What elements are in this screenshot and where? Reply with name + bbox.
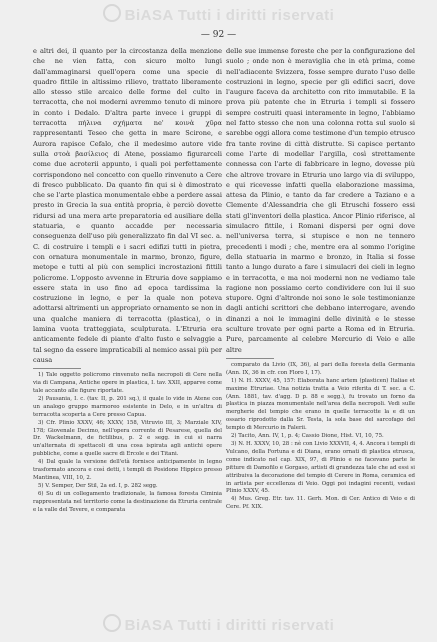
left-column — [33, 46, 222, 515]
page-number: — 92 — — [200, 30, 237, 40]
footnote: 3) N. H. XXXV, 10, 28 : nè con Livio XXXVII, 4, 4. Ancora i templi di Vulcano, della Fortuna e di Diana, erano ornati di plastica etrusca, come indicato nel cap. XIX, 97, di Plinio e ne facevano parte le pitture di Damofilo e Gorgaso, artisti di grandezza tale che ad essi si attribuiva la decorazione del tempio di Cerere in Roma, ceramica ed in artista per eccellenza di Veio. Oggi poi indagini recenti, vedasi Plinio XXXV, 45. — [226, 440, 415, 495]
footnote: 2) Pausania, I. c. (tav. II, p. 201 sq.), il quale lo vide in Atene con un analogo gruppo marmoreo esistente in Delo, e in un'altra di terracotta scoperta a Cere presso Capua. — [33, 395, 222, 418]
watermark-top-text: BiASA Tutti i diritti riservati — [124, 7, 335, 24]
right-column-body: delle sue immense foreste che per la configurazione del suolo ; onde non è meraviglia che in età prima, come nell'adiacente Svizzera, fosse sempre durato l'uso delle costruzioni in legno, specie per gli edifici sacri, dove l'augure faceva da architetto con rito immutabile. E la prova più patente che in Etruria i templi si fossero sempre costruiti quasi interamente in legno, l'abbiamo nel fatto stesso che non una colonna rotta sul suolo si sarebbe oggi allora come testimone d'un tempio etrusco fra tante rovine di città distrutte. Si capisce pertanto come l'arte di modellar l'argilla, così strettamente connessa con l'arte di fabbricare in legno, dovesse più che altrove trovare in Etruria uno largo via di sviluppo, e qui ricevesse infatti quella elaborazione massima, attesa da Plinio, e tanto da far credere a Taziano e a Clemente d'Alessandria che gli Etruschi fossero essi stati gl'inventori della plastica. Ancor Plinio riferisce, al simulacro fittile, i Romani dispersi per ogni dove nell'universa terra, si stupisce e non ne tennero precedenti i modi ; che, mentre era al sommo l'origine della statuaria in marmo e bronzo, in Italia si fosse tanto a lungo durato a fare i simulacri dei cieli in legno e in terracotta, e ma noi moderni non ne vediamo tale ragione non possiamo certo condividere con lui il suo stupore. Ogni d'altronde noi sono le sole testimonianze dagli antichi scrittori che debbano interrogare, avendo dinanzi a noi le immagini delle divinità e le stesse sculture trovate per ogni parte a Roma ed in Etruria. Pure, parcamente al celebre Mercurio di Veio e alle altre — [226, 47, 415, 354]
footnote: 5) V. Semper, Der Stil, 2a ed. I, p. 282 segg. — [38, 482, 158, 489]
footnote: 6) Su di un collegamento tradizionale, la famosa foresta Ciminia rappresentata nel territorio come la destinazione da Etruria centrale e la valle del Tevere, e comparata — [33, 490, 222, 513]
left-column-body: e altri dei, il quanto per la circostanza della menzione che ne vien fatta, con sicuro molto lungi dall'ammaginarsi quell'opera come una specie di quadro fittile in altissimo rilievo, trattato liberamente allo stesso stile arcaico delle forme del culto in terracotta, che noi moderni avremmo tenuto di minore in conto i Dedalo. D'altra parte invece i gruppi di terracotta πήλινα σχήματα ne' κοινὰ χῦρα rappresentanti Teseo che getta in mare Scirone, e Aurora rapisce Cefalo, che il medesimo autore vide sulla στοὰ βασίλειος di Atene, possiamo figurarceli come due acroterii appunto, i quali poi perfettamente corrispondono nel concetto con quello rinvenuto a Cere di fresco pubblicato. Da quanto fin qui si è dimostrato che se l'arte plastica monumentale ebbe a perdere assai presto in Grecia la sua entità propria, è perciò dovette ridursi ad una mera arte preparatoria ed ausiliare della statuaria, e quanto accadde per necessaria conseguenza dell'uso più generalizzato fin dal VI sec. a. C. di costruire i templi e i sacri edifizi tutti in pietra, con ornatura monumentale in marmo, bronzo, figure, metope e tutti al più con semplici incrostazioni fittili policrome. L'opposto avvenne in Etruria dove sappiamo essere stata in uso fino ad epoca tardissima la costruzione in legno, e per la quale non poteva adottarsi altrimenti un appropriato ornamento se non in una qualche maniera di terracotta (plastica), o in lamina vuota tratteggiata, sculpturata. L'Etruria era anticamente fedele di piante d'alto fusto e selvaggie a tal segno da essere impraticabili al nemico assai più per causa — [33, 47, 222, 364]
footnote: 3) Cfr. Plinio XXXV, 46; XXXV, 158, Vitruvio III, 3; Marziale XIV, 178; Giovenale Decimo, nell'opera corrente di Pesarese, quella del Dr. Wackelmann, de fictilibus, p. 2 e segg. in cui si narra un'alternata di spettacoli di una cosa ispirata agli antichi opere pubbliche, come a quelle sacre di Ercole e dei Titani. — [33, 419, 222, 458]
right-column-footnotes — [226, 362, 415, 512]
watermark-bottom — [0, 614, 437, 634]
footnote-divider-left — [33, 368, 81, 369]
left-column-footnotes — [33, 372, 222, 514]
footnote: 4) Dal quale la versione dell'età fornisce anticipamente in legno trasformato ancora e così detti, i templi di Posidone Hippico presso Mantinea, VIII, 10, 2. — [33, 459, 222, 481]
library-logo-icon — [103, 614, 121, 632]
footnote: 1) Tale oggetto policromo rinvenuto nella necropoli di Cere nella via di Campana, Antiche opere in plastica, I. tav. XXII, apparve come tale accanto alle figure riportate. — [33, 372, 222, 395]
watermark-bottom-text: BiASA Tutti i diritti riservati — [124, 617, 335, 634]
watermark-top — [0, 4, 437, 24]
footnote: 1) N. H. XXXV, 45, 157: Elaborata hanc artem (plasticen) Italiae et maxime Etruriae. Una notizia tratta a Veio riferita di T. sec. a C. (Ann. 1881, tav. d'agg. D p. 88 e segg.), fu trovato un forno da plastica in piazza monumentale nell'area della necropoli. Vedi sulle mergherie del tempio che erano in quelle terracotte la e di un ossario riprodotto dalla Sr. Testa, la sola base del sarcofago del tempio di Mercurio in Falerii. — [226, 377, 415, 432]
footnote: comparato da Livio (IX, 36), al pari della foresta della Germania (Ann. IX, 36 in cfr. con Floro I, 17). — [226, 361, 415, 376]
library-logo-icon — [103, 4, 121, 22]
footnote: 4) Mus. Greg. Etr. tav. 11. Gerh. Mon. di Cer. Antico di Veio e di Cere. Pf. XIX. — [226, 496, 415, 511]
footnote: 2) Tacito, Ann. IV, 1, p. 4; Cassio Dione, Hist. VI, 10, 75. — [231, 433, 384, 440]
right-column — [226, 46, 415, 512]
footnote-divider-right — [226, 358, 274, 359]
